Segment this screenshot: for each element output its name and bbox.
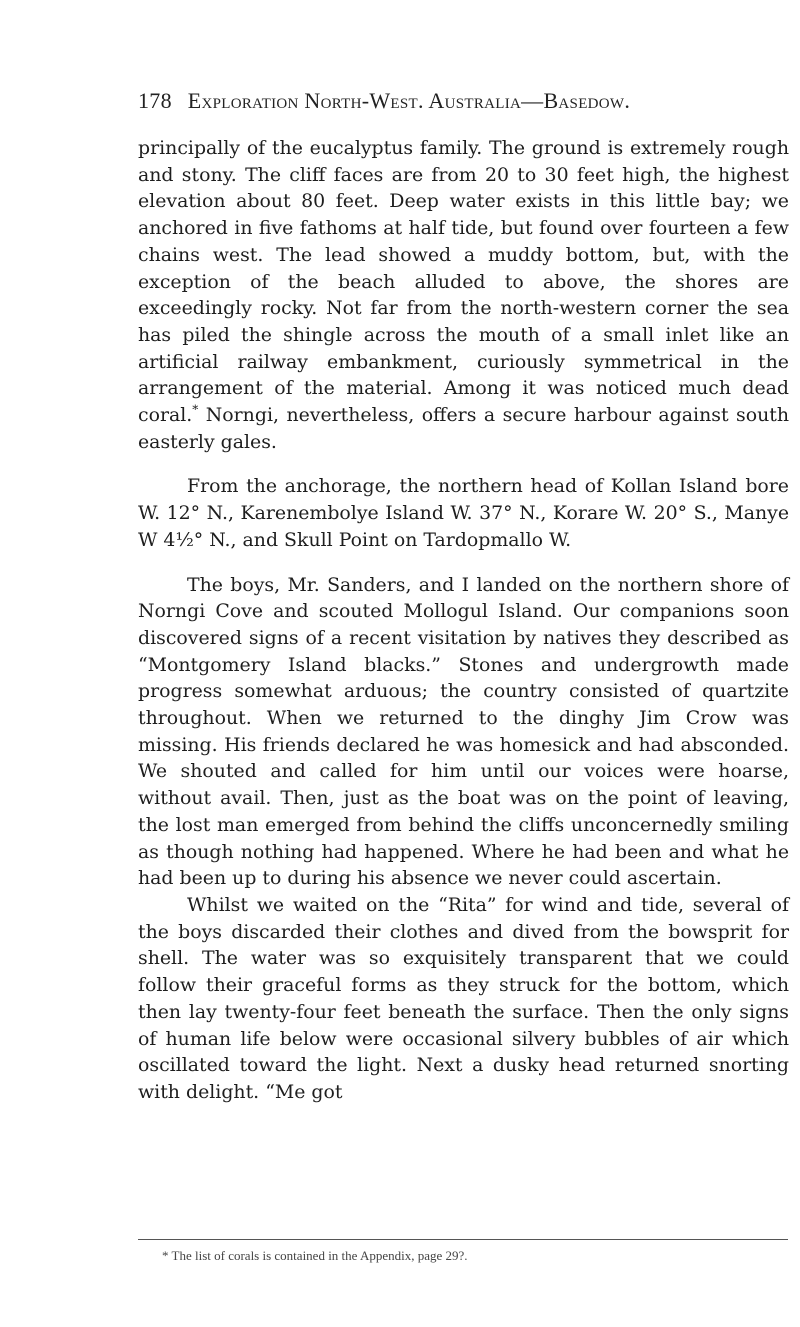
page-number: 178 [138,88,172,113]
running-title: Exploration North-West. Australia—Basedow. [187,88,631,113]
running-head [138,88,788,114]
paragraph-4: Whilst we waited on the “Rita” for wind and tide, several of the boys discarded their clothes and dived from the bowsprit for shell. The water was so exquisitely transparent that we could follow their graceful forms as they struck for the bottom, which then lay twenty-four feet beneath the surface. Then the only signs of human life below were occasional silvery bubbles of air which oscillated toward the light. Next a dusky head returned snorting with delight. “Me got [138,893,789,1103]
paragraph-1 [138,135,789,455]
paragraph-2: From the anchorage, the northern head of Kollan Island bore W. 12° N., Karenembolye Island W. 37° N., Korare W. 20° S., Manye W 4½° N., and Skull Point on Tardopmallo W. [138,475,789,551]
body-text [138,135,789,1106]
footnote-divider [138,1239,788,1240]
footnote-reference: * [192,402,199,417]
paragraph-1-text: principally of the eucalyptus family. The ground is extremely rough and stony. The cliff faces are from 20 to 30 feet high, the highest elevation about 80 feet. Deep water exists in this little bay; we anchored in five fathoms at half tide, but found over fourteen a few chains west. The lead showed a muddy bottom, but, with the exception of the beach alluded to above, the shores are exceedingly rocky. Not far from the north-western corner the sea has piled the shingle across the mouth of a small inlet like an artificial railway embankment, curiously symmetrical in the arrangement of the material. Among it was noticed much dead coral. [138,137,789,427]
paragraph-1-text-continued: Norngi, nevertheless, offers a secure harbour against south easterly gales. [138,404,789,453]
footnote: * The list of corals is contained in the Appendix, page 29?. [162,1248,468,1263]
paragraph-3: The boys, Mr. Sanders, and I landed on the northern shore of Norngi Cove and scouted Mollogul Island. Our companions soon discovered signs of a recent visitation by natives they described as “Montgomery Island blacks.” Stones and undergrowth made progress somewhat arduous; the country consisted of quartzite throughout. When we returned to the dinghy Jim Crow was missing. His friends declared he was homesick and had absconded. We shouted and called for him until our voices were hoarse, without avail. Then, just as the boat was on the point of leaving, the lost man emerged from behind the cliffs unconcernedly smiling as though nothing had happened. Where he had been and what he had been up to during his absence we never could ascertain. [138,573,789,890]
